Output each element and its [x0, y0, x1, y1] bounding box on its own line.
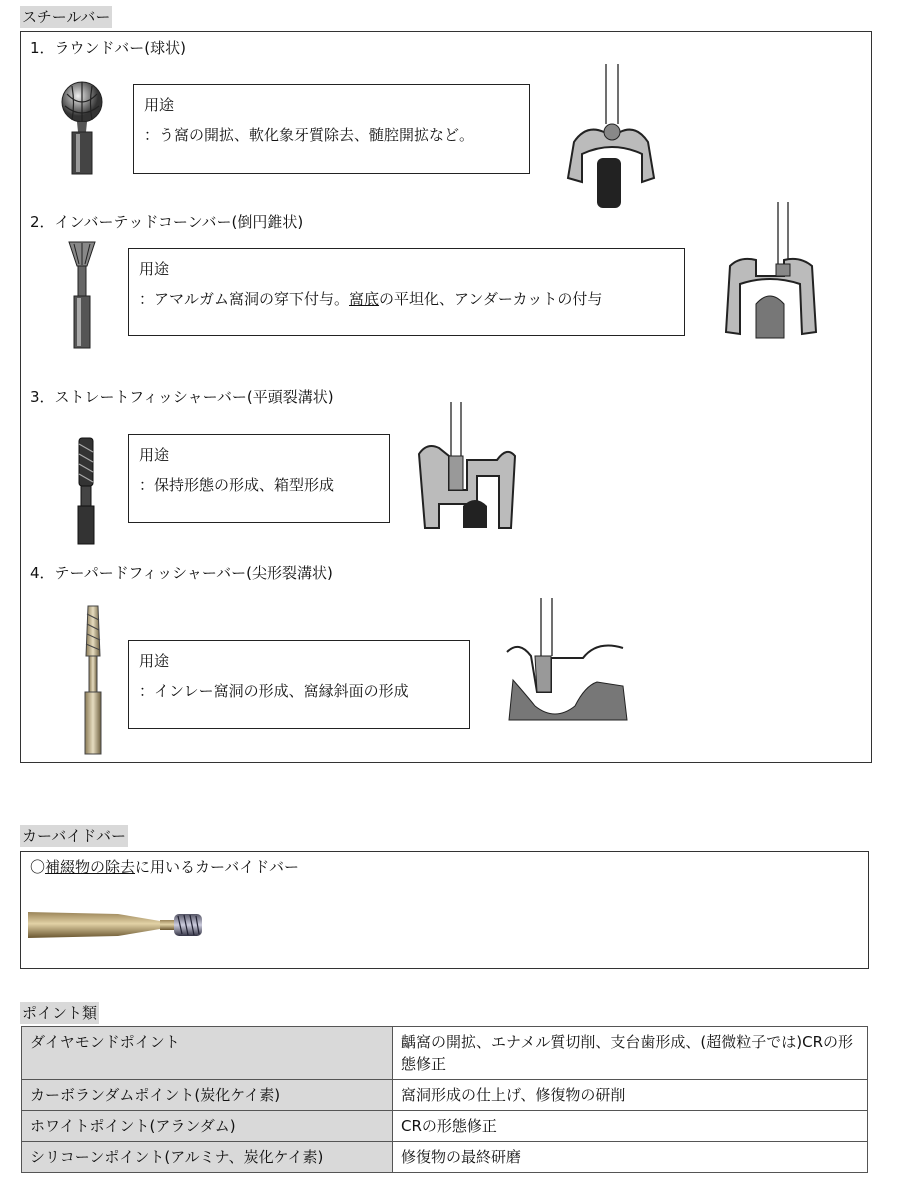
item-title-inverted-cone-bur: 2．インバーテッドコーンバー(倒円錐状): [30, 213, 304, 231]
table-row: [22, 1111, 868, 1142]
table-row: [22, 1080, 868, 1111]
point-name: ホワイトポイント(アランダム): [22, 1111, 393, 1142]
point-name: シリコーンポイント(アルミナ、炭化ケイ素): [22, 1142, 393, 1173]
use-label: 用途: [139, 652, 170, 670]
point-use: 齲窩の開拡、エナメル質切削、支台歯形成、(超微粒子では)CRの形態修正: [393, 1027, 868, 1080]
tooth-cavity-straight-fissure-illustration: [415, 400, 520, 532]
use-box-round-bur: [133, 84, 530, 174]
use-label: 用途: [139, 260, 170, 278]
section-label-steel-bur: スチールバー: [22, 8, 111, 26]
inverted-cone-bur-illustration: [66, 240, 98, 350]
use-text: ：インレー窩洞の形成、窩縁斜面の形成: [139, 682, 409, 700]
table-row: [22, 1142, 868, 1173]
use-box-tapered-fissure-bur: [128, 640, 470, 729]
use-text: ：う窩の開拡、軟化象牙質除去、髄腔開拡など。: [144, 126, 475, 144]
tooth-cavity-round-illustration: [562, 62, 660, 212]
use-text: ：保持形態の形成、箱型形成: [139, 476, 335, 494]
round-bur-illustration: [55, 80, 110, 175]
section-label-points: ポイント類: [22, 1004, 98, 1022]
straight-fissure-bur-illustration: [70, 436, 104, 546]
use-label: 用途: [144, 96, 175, 114]
point-use: 修復物の最終研磨: [393, 1142, 868, 1173]
use-box-straight-fissure-bur: [128, 434, 390, 523]
underlined-term: 窩底: [349, 290, 380, 308]
point-use: CRの形態修正: [393, 1111, 868, 1142]
points-table: [21, 1026, 868, 1173]
carbide-bur-text: 〇補綴物の除去に用いるカーバイドバー: [30, 858, 299, 876]
section-label-carbide-bur: カーバイドバー: [22, 827, 126, 845]
point-name: カーボランダムポイント(炭化ケイ素): [22, 1080, 393, 1111]
item-title-round-bur: 1．ラウンドバー(球状): [30, 39, 186, 57]
point-name: ダイヤモンドポイント: [22, 1027, 393, 1080]
tapered-fissure-bur-illustration: [78, 604, 108, 756]
item-title-tapered-fissure-bur: 4．テーパードフィッシャーバー(尖形裂溝状): [30, 564, 333, 582]
carbide-bur-illustration: [28, 906, 206, 944]
use-box-inverted-cone-bur: [128, 248, 685, 336]
use-text: ：アマルガム窩洞の穿下付与。窩底の平坦化、アンダーカットの付与: [139, 290, 603, 308]
point-use: 窩洞形成の仕上げ、修復物の研削: [393, 1080, 868, 1111]
table-row: [22, 1027, 868, 1080]
item-title-straight-fissure-bur: 3．ストレートフィッシャーバー(平頭裂溝状): [30, 388, 334, 406]
tooth-cavity-tapered-fissure-illustration: [505, 596, 630, 724]
use-label: 用途: [139, 446, 170, 464]
underlined-term: 補綴物の除去: [45, 858, 136, 876]
tooth-cavity-inverted-cone-illustration: [720, 200, 820, 340]
